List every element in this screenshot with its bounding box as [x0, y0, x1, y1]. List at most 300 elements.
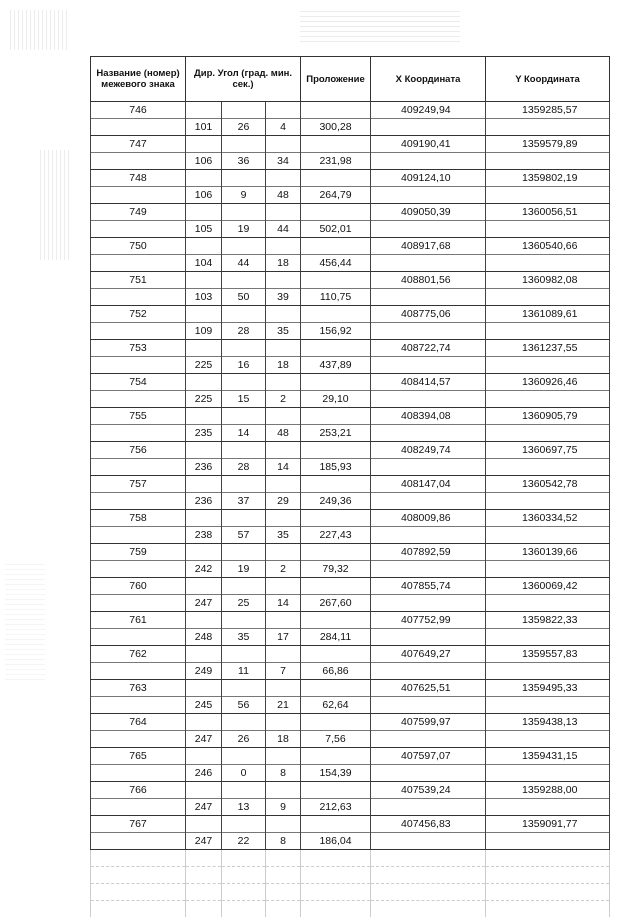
point-name: 747 — [91, 136, 186, 153]
empty-cell — [222, 102, 266, 119]
angle-minutes: 13 — [222, 799, 266, 816]
segment-row — [91, 221, 610, 238]
angle-minutes: 26 — [222, 731, 266, 748]
empty-cell — [301, 578, 371, 595]
segment-length: 456,44 — [301, 255, 371, 272]
angle-seconds: 29 — [266, 493, 301, 510]
empty-cell — [486, 289, 610, 306]
angle-degrees: 105 — [186, 221, 222, 238]
empty-cell — [222, 238, 266, 255]
empty-cell — [91, 731, 186, 748]
point-row — [91, 408, 610, 425]
empty-cell — [222, 408, 266, 425]
angle-degrees: 109 — [186, 323, 222, 340]
empty-cell — [266, 646, 301, 663]
segment-row — [91, 833, 610, 850]
empty-cell — [222, 782, 266, 799]
empty-cell — [486, 561, 610, 578]
point-row — [91, 782, 610, 799]
empty-cell — [486, 153, 610, 170]
empty-cell — [186, 204, 222, 221]
empty-cell — [186, 272, 222, 289]
y-coordinate: 1359288,00 — [486, 782, 610, 799]
point-name: 761 — [91, 612, 186, 629]
point-name: 764 — [91, 714, 186, 731]
segment-length: 437,89 — [301, 357, 371, 374]
segment-row — [91, 595, 610, 612]
x-coordinate: 408147,04 — [371, 476, 486, 493]
empty-cell — [222, 136, 266, 153]
point-row — [91, 102, 610, 119]
y-coordinate: 1359802,19 — [486, 170, 610, 187]
empty-cell — [371, 697, 486, 714]
empty-cell — [222, 340, 266, 357]
segment-row — [91, 459, 610, 476]
angle-degrees: 236 — [186, 459, 222, 476]
angle-degrees: 242 — [186, 561, 222, 578]
segment-length: 186,04 — [301, 833, 371, 850]
angle-seconds: 44 — [266, 221, 301, 238]
segment-row — [91, 153, 610, 170]
empty-cell — [486, 255, 610, 272]
empty-cell — [371, 595, 486, 612]
segment-length: 29,10 — [301, 391, 371, 408]
empty-cell — [301, 510, 371, 527]
header-y: Y Координата — [486, 57, 610, 102]
empty-cell — [266, 680, 301, 697]
angle-degrees: 248 — [186, 629, 222, 646]
x-coordinate: 408722,74 — [371, 340, 486, 357]
segment-row — [91, 255, 610, 272]
empty-cell — [486, 629, 610, 646]
empty-cell — [301, 714, 371, 731]
point-name: 746 — [91, 102, 186, 119]
empty-cell — [486, 425, 610, 442]
empty-cell — [222, 442, 266, 459]
empty-cell — [371, 663, 486, 680]
empty-cell — [301, 782, 371, 799]
point-row — [91, 238, 610, 255]
empty-cell — [301, 612, 371, 629]
empty-cell — [371, 187, 486, 204]
empty-cell — [301, 442, 371, 459]
point-row — [91, 476, 610, 493]
empty-cell — [371, 119, 486, 136]
empty-cell — [371, 425, 486, 442]
empty-cell — [371, 255, 486, 272]
empty-cell — [91, 323, 186, 340]
empty-cell — [186, 170, 222, 187]
angle-seconds: 21 — [266, 697, 301, 714]
angle-minutes: 22 — [222, 833, 266, 850]
angle-degrees: 246 — [186, 765, 222, 782]
empty-cell — [301, 238, 371, 255]
empty-cell — [301, 306, 371, 323]
segment-row — [91, 629, 610, 646]
empty-cell — [186, 238, 222, 255]
empty-cell — [266, 102, 301, 119]
table-ghost-rows — [91, 850, 610, 917]
empty-cell — [371, 833, 486, 850]
empty-cell — [301, 102, 371, 119]
segment-length: 7,56 — [301, 731, 371, 748]
angle-minutes: 44 — [222, 255, 266, 272]
angle-seconds: 8 — [266, 833, 301, 850]
empty-cell — [486, 697, 610, 714]
segment-row — [91, 731, 610, 748]
segment-length: 79,32 — [301, 561, 371, 578]
empty-cell — [222, 578, 266, 595]
point-name: 748 — [91, 170, 186, 187]
header-name: Название (номер) межевого знака — [91, 57, 186, 102]
empty-cell — [301, 476, 371, 493]
empty-cell — [301, 204, 371, 221]
point-name: 753 — [91, 340, 186, 357]
angle-seconds: 35 — [266, 323, 301, 340]
angle-minutes: 57 — [222, 527, 266, 544]
segment-length: 264,79 — [301, 187, 371, 204]
empty-cell — [91, 493, 186, 510]
empty-cell — [371, 561, 486, 578]
header-x: X Координата — [371, 57, 486, 102]
ghost-row — [91, 901, 610, 917]
segment-row — [91, 289, 610, 306]
x-coordinate: 409249,94 — [371, 102, 486, 119]
ghost-row — [91, 867, 610, 884]
point-row — [91, 374, 610, 391]
x-coordinate: 408917,68 — [371, 238, 486, 255]
point-name: 766 — [91, 782, 186, 799]
empty-cell — [266, 272, 301, 289]
angle-degrees: 236 — [186, 493, 222, 510]
y-coordinate: 1360542,78 — [486, 476, 610, 493]
empty-cell — [186, 748, 222, 765]
x-coordinate: 407456,83 — [371, 816, 486, 833]
angle-seconds: 8 — [266, 765, 301, 782]
y-coordinate: 1359438,13 — [486, 714, 610, 731]
segment-row — [91, 697, 610, 714]
segment-length: 62,64 — [301, 697, 371, 714]
segment-length: 66,86 — [301, 663, 371, 680]
empty-cell — [371, 391, 486, 408]
segment-row — [91, 119, 610, 136]
empty-cell — [266, 816, 301, 833]
empty-cell — [91, 527, 186, 544]
angle-seconds: 18 — [266, 255, 301, 272]
empty-cell — [266, 782, 301, 799]
point-name: 752 — [91, 306, 186, 323]
empty-cell — [222, 170, 266, 187]
empty-cell — [371, 289, 486, 306]
y-coordinate: 1361237,55 — [486, 340, 610, 357]
angle-minutes: 36 — [222, 153, 266, 170]
segment-row — [91, 561, 610, 578]
point-name: 758 — [91, 510, 186, 527]
empty-cell — [222, 476, 266, 493]
point-row — [91, 544, 610, 561]
empty-cell — [266, 714, 301, 731]
x-coordinate: 408775,06 — [371, 306, 486, 323]
angle-degrees: 238 — [186, 527, 222, 544]
point-name: 756 — [91, 442, 186, 459]
angle-degrees: 103 — [186, 289, 222, 306]
empty-cell — [91, 561, 186, 578]
empty-cell — [301, 340, 371, 357]
empty-cell — [486, 833, 610, 850]
empty-cell — [186, 782, 222, 799]
empty-cell — [91, 425, 186, 442]
empty-cell — [222, 646, 266, 663]
empty-cell — [91, 697, 186, 714]
point-name: 759 — [91, 544, 186, 561]
point-name: 749 — [91, 204, 186, 221]
empty-cell — [222, 204, 266, 221]
x-coordinate: 407649,27 — [371, 646, 486, 663]
segment-length: 231,98 — [301, 153, 371, 170]
empty-cell — [91, 153, 186, 170]
segment-length: 110,75 — [301, 289, 371, 306]
point-row — [91, 340, 610, 357]
point-name: 765 — [91, 748, 186, 765]
segment-length: 212,63 — [301, 799, 371, 816]
segment-length: 300,28 — [301, 119, 371, 136]
point-name: 751 — [91, 272, 186, 289]
angle-seconds: 2 — [266, 391, 301, 408]
segment-row — [91, 493, 610, 510]
empty-cell — [266, 442, 301, 459]
x-coordinate: 409124,10 — [371, 170, 486, 187]
angle-minutes: 14 — [222, 425, 266, 442]
empty-cell — [301, 646, 371, 663]
segment-length: 156,92 — [301, 323, 371, 340]
y-coordinate: 1360926,46 — [486, 374, 610, 391]
x-coordinate: 407597,07 — [371, 748, 486, 765]
empty-cell — [301, 816, 371, 833]
segment-row — [91, 187, 610, 204]
empty-cell — [486, 799, 610, 816]
point-row — [91, 816, 610, 833]
empty-cell — [91, 255, 186, 272]
segment-length: 253,21 — [301, 425, 371, 442]
angle-degrees: 101 — [186, 119, 222, 136]
angle-degrees: 245 — [186, 697, 222, 714]
empty-cell — [266, 136, 301, 153]
empty-cell — [266, 238, 301, 255]
empty-cell — [486, 357, 610, 374]
empty-cell — [266, 748, 301, 765]
point-row — [91, 578, 610, 595]
segment-row — [91, 391, 610, 408]
empty-cell — [222, 680, 266, 697]
segment-length: 154,39 — [301, 765, 371, 782]
point-name: 754 — [91, 374, 186, 391]
empty-cell — [371, 799, 486, 816]
angle-seconds: 48 — [266, 187, 301, 204]
table-header-row — [91, 57, 610, 102]
angle-degrees: 225 — [186, 391, 222, 408]
point-name: 762 — [91, 646, 186, 663]
scan-noise — [40, 150, 70, 260]
segment-row — [91, 425, 610, 442]
empty-cell — [91, 357, 186, 374]
empty-cell — [186, 340, 222, 357]
empty-cell — [371, 459, 486, 476]
empty-cell — [301, 748, 371, 765]
empty-cell — [222, 272, 266, 289]
point-row — [91, 646, 610, 663]
empty-cell — [91, 595, 186, 612]
angle-seconds: 35 — [266, 527, 301, 544]
point-row — [91, 612, 610, 629]
empty-cell — [186, 136, 222, 153]
y-coordinate: 1360139,66 — [486, 544, 610, 561]
x-coordinate: 407892,59 — [371, 544, 486, 561]
x-coordinate: 407855,74 — [371, 578, 486, 595]
empty-cell — [266, 340, 301, 357]
segment-row — [91, 527, 610, 544]
empty-cell — [301, 272, 371, 289]
angle-degrees: 235 — [186, 425, 222, 442]
empty-cell — [186, 578, 222, 595]
empty-cell — [486, 663, 610, 680]
x-coordinate: 409050,39 — [371, 204, 486, 221]
empty-cell — [371, 357, 486, 374]
angle-seconds: 2 — [266, 561, 301, 578]
empty-cell — [222, 306, 266, 323]
angle-seconds: 18 — [266, 357, 301, 374]
point-name: 763 — [91, 680, 186, 697]
point-name: 767 — [91, 816, 186, 833]
angle-minutes: 25 — [222, 595, 266, 612]
table-body — [91, 102, 610, 850]
x-coordinate: 407625,51 — [371, 680, 486, 697]
segment-length: 267,60 — [301, 595, 371, 612]
point-name: 757 — [91, 476, 186, 493]
y-coordinate: 1359822,33 — [486, 612, 610, 629]
angle-minutes: 37 — [222, 493, 266, 510]
scan-noise — [300, 8, 460, 42]
point-row — [91, 170, 610, 187]
empty-cell — [486, 493, 610, 510]
angle-seconds: 17 — [266, 629, 301, 646]
segment-row — [91, 663, 610, 680]
angle-degrees: 247 — [186, 799, 222, 816]
y-coordinate: 1360056,51 — [486, 204, 610, 221]
segment-row — [91, 765, 610, 782]
empty-cell — [486, 765, 610, 782]
empty-cell — [91, 663, 186, 680]
empty-cell — [186, 408, 222, 425]
angle-minutes: 9 — [222, 187, 266, 204]
angle-minutes: 28 — [222, 323, 266, 340]
empty-cell — [186, 816, 222, 833]
point-row — [91, 136, 610, 153]
segment-row — [91, 799, 610, 816]
point-row — [91, 442, 610, 459]
empty-cell — [222, 544, 266, 561]
angle-seconds: 14 — [266, 595, 301, 612]
empty-cell — [486, 323, 610, 340]
empty-cell — [301, 136, 371, 153]
empty-cell — [371, 629, 486, 646]
point-row — [91, 306, 610, 323]
empty-cell — [266, 408, 301, 425]
empty-cell — [222, 510, 266, 527]
empty-cell — [91, 765, 186, 782]
empty-cell — [222, 816, 266, 833]
point-row — [91, 510, 610, 527]
point-row — [91, 272, 610, 289]
point-row — [91, 748, 610, 765]
empty-cell — [486, 187, 610, 204]
empty-cell — [301, 680, 371, 697]
angle-minutes: 50 — [222, 289, 266, 306]
empty-cell — [186, 646, 222, 663]
coordinates-table — [90, 56, 610, 917]
segment-row — [91, 357, 610, 374]
empty-cell — [186, 680, 222, 697]
empty-cell — [91, 289, 186, 306]
x-coordinate: 408414,57 — [371, 374, 486, 391]
y-coordinate: 1360334,52 — [486, 510, 610, 527]
y-coordinate: 1360905,79 — [486, 408, 610, 425]
y-coordinate: 1360069,42 — [486, 578, 610, 595]
x-coordinate: 408249,74 — [371, 442, 486, 459]
point-name: 760 — [91, 578, 186, 595]
y-coordinate: 1359091,77 — [486, 816, 610, 833]
scan-noise — [5, 560, 45, 680]
y-coordinate: 1360982,08 — [486, 272, 610, 289]
empty-cell — [91, 799, 186, 816]
y-coordinate: 1359557,83 — [486, 646, 610, 663]
angle-seconds: 14 — [266, 459, 301, 476]
angle-minutes: 16 — [222, 357, 266, 374]
angle-degrees: 247 — [186, 595, 222, 612]
empty-cell — [371, 493, 486, 510]
angle-seconds: 4 — [266, 119, 301, 136]
empty-cell — [186, 714, 222, 731]
angle-minutes: 19 — [222, 221, 266, 238]
empty-cell — [186, 612, 222, 629]
empty-cell — [371, 527, 486, 544]
empty-cell — [486, 221, 610, 238]
empty-cell — [266, 544, 301, 561]
empty-cell — [371, 765, 486, 782]
angle-degrees: 249 — [186, 663, 222, 680]
angle-seconds: 39 — [266, 289, 301, 306]
empty-cell — [486, 119, 610, 136]
empty-cell — [186, 476, 222, 493]
x-coordinate: 407539,24 — [371, 782, 486, 799]
angle-minutes: 15 — [222, 391, 266, 408]
angle-minutes: 0 — [222, 765, 266, 782]
empty-cell — [486, 527, 610, 544]
angle-degrees: 247 — [186, 833, 222, 850]
empty-cell — [266, 306, 301, 323]
empty-cell — [266, 204, 301, 221]
empty-cell — [371, 323, 486, 340]
angle-degrees: 106 — [186, 153, 222, 170]
empty-cell — [301, 544, 371, 561]
empty-cell — [371, 153, 486, 170]
segment-length: 227,43 — [301, 527, 371, 544]
empty-cell — [301, 374, 371, 391]
point-row — [91, 680, 610, 697]
angle-minutes: 28 — [222, 459, 266, 476]
empty-cell — [266, 374, 301, 391]
empty-cell — [266, 476, 301, 493]
header-angle: Дир. Угол (град. мин. сек.) — [186, 57, 301, 102]
